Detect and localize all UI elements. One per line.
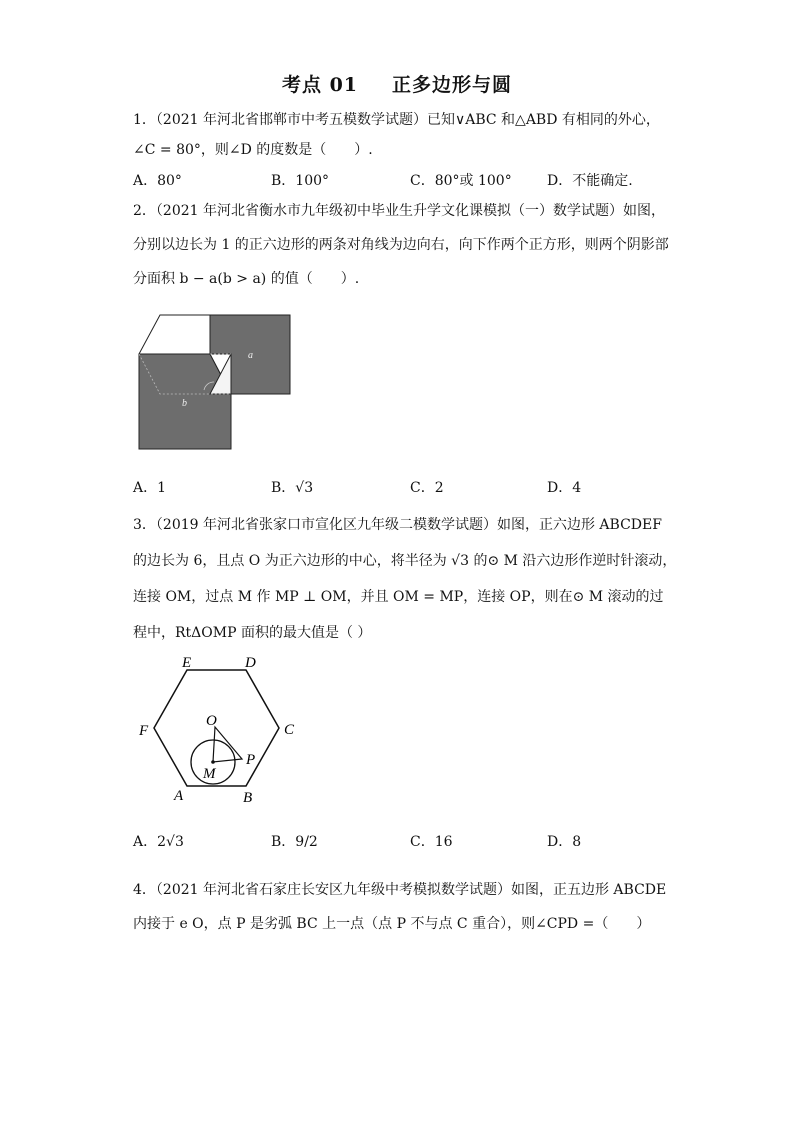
q3-option-a: A．2√3 [133,834,184,850]
q1-option-c: C．80°或 100° [410,173,512,189]
q3-label-m: M [203,766,216,782]
q1-option-d: D．不能确定. [547,173,633,189]
q2-hexagon-top-piece [139,315,210,354]
q3-label-e: E [182,655,192,671]
q3-label-f: F [139,723,149,739]
q2-figure-hexagon-squares [136,312,296,452]
q3-line1: 3．（2019 年河北省张家口市宣化区九年级二模数学试题）如图，正六边形 ABCDEF [133,517,662,533]
q2-option-c: C．2 [410,480,444,496]
q3-option-b: B．9/2 [271,834,318,850]
q3-label-p: P [246,752,256,768]
q1-option-a: A．80° [133,173,182,189]
q1-line2: ∠C = 80°，则∠D 的度数是（ ）. [133,142,373,158]
q3-line3: 连接 OM，过点 M 作 MP ⊥ OM，并且 OM = MP，连接 OP，则在⊙ M 滚动的过 [133,589,664,605]
q3-figure-hexagon [134,650,304,806]
q3-label-b: B [243,790,253,806]
q3-point-m [211,760,215,764]
q3-option-d: D．8 [547,834,582,850]
page-title [0,70,794,97]
q2-option-b: B．√3 [271,480,314,496]
q3-triangle-omp [213,727,242,762]
q2-line3: 分面积 b − a(b > a) 的值（ ）. [133,271,360,287]
q2-label-b: b [182,398,187,409]
q3-option-c: C．16 [410,834,453,850]
title-number: 考点 01 [281,74,359,96]
q3-line4: 程中，RtΔOMP 面积的最大值是（ ） [133,625,372,641]
q4-line1: 4．（2021 年河北省石家庄长安区九年级中考模拟数学试题）如图，正五边形 ABCDE [133,882,667,898]
q3-label-c: C [284,722,295,738]
q2-option-d: D．4 [547,480,582,496]
q4-line2: 内接于 e O，点 P 是劣弧 BC 上一点（点 P 不与点 C 重合），则∠CPD =（ ） [133,916,651,932]
q3-line2: 的边长为 6，且点 O 为正六边形的中心，将半径为 √3 的⊙ M 沿六边形作逆时针滚动， [133,553,677,569]
q1-line1: 1．（2021 年河北省邯郸市中考五模数学试题）已知∨ABC 和△ABD 有相同的外心， [133,112,660,128]
title-text: 正多边形与圆 [392,74,513,96]
q2-label-a: a [248,350,253,361]
q1-option-b: B．100° [271,173,330,189]
q3-label-a: A [174,788,184,804]
q3-label-d: D [245,655,256,671]
q2-option-a: A．1 [133,480,167,496]
q3-label-o: O [206,713,217,729]
q2-line1: 2．（2021 年河北省衡水市九年级初中毕业生升学文化课模拟（一）数学试题）如图， [133,203,665,219]
q2-line2: 分别以边长为 1 的正六边形的两条对角线为边向右，向下作两个正方形，则两个阴影部 [133,237,669,253]
